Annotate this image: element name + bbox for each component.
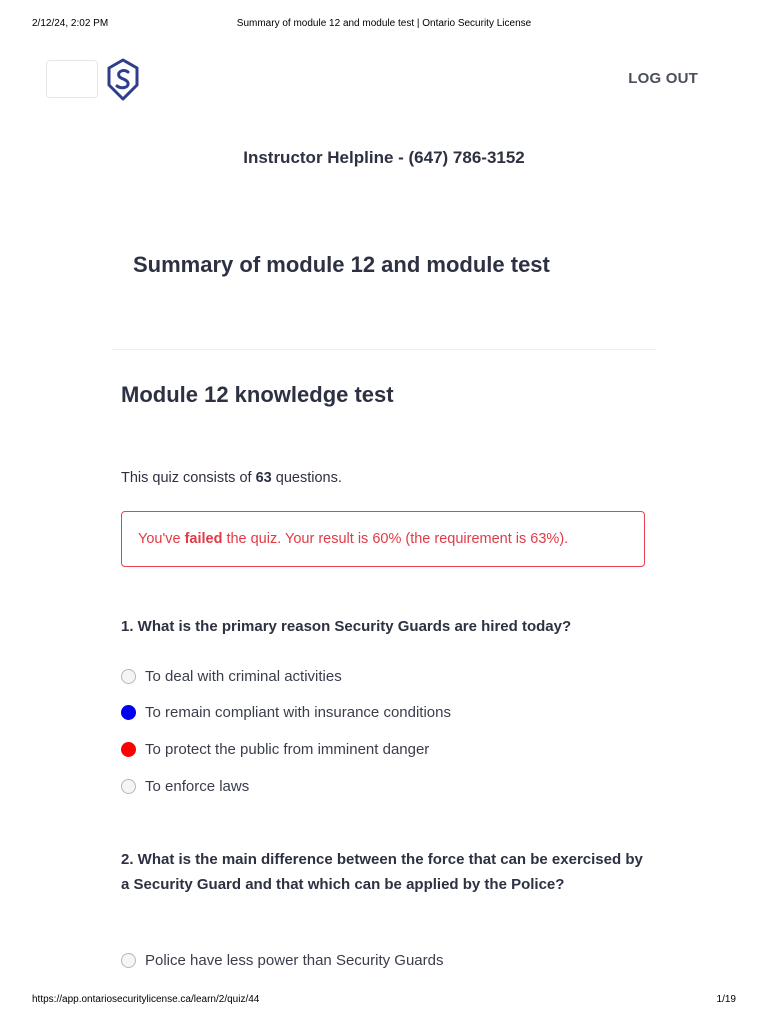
question-2: 2. What is the main difference between the force that can be exercised by a Security Guard and that which can be applied by the Police? bbox=[121, 851, 643, 893]
section-title: Module 12 knowledge test bbox=[121, 382, 394, 407]
print-url: https://app.ontariosecuritylicense.ca/learn/2/quiz/44 bbox=[32, 994, 260, 1005]
radio-button-selected[interactable] bbox=[121, 705, 136, 720]
answer-label: Police have less power than Security Guards bbox=[145, 951, 444, 969]
answer-option[interactable] bbox=[121, 950, 443, 970]
quiz-info-prefix: This quiz consists of bbox=[121, 470, 252, 486]
question-count: 63 bbox=[255, 470, 272, 486]
answer-label: To deal with criminal activities bbox=[145, 667, 342, 685]
print-page-number: 1/19 bbox=[716, 994, 736, 1005]
shield-logo-icon[interactable] bbox=[106, 58, 140, 102]
answer-label: To protect the public from imminent danger bbox=[145, 740, 430, 758]
instructor-helpline: Instructor Helpline - (647) 786-3152 bbox=[243, 148, 525, 167]
logout-link[interactable]: LOG OUT bbox=[628, 70, 698, 87]
radio-button[interactable] bbox=[121, 779, 136, 794]
answer-option[interactable] bbox=[121, 666, 342, 686]
result-alert bbox=[121, 511, 645, 567]
radio-button[interactable] bbox=[121, 669, 136, 684]
result-message: the quiz. Your result is 60% (the requirement is 63%). bbox=[226, 531, 569, 547]
quiz-info bbox=[121, 470, 342, 486]
print-footer bbox=[0, 994, 768, 1008]
answer-label: To remain compliant with insurance conditions bbox=[145, 703, 451, 721]
print-datetime: 2/12/24, 2:02 PM bbox=[32, 18, 109, 29]
print-document-title: Summary of module 12 and module test | Ontario Security License bbox=[236, 18, 532, 29]
answer-label: To enforce laws bbox=[145, 777, 250, 795]
result-status: failed bbox=[184, 531, 223, 547]
logo-placeholder[interactable] bbox=[46, 60, 98, 98]
radio-button[interactable] bbox=[121, 953, 136, 968]
question-1: 1. What is the primary reason Security Guards are hired today? bbox=[121, 618, 572, 635]
quiz-info-suffix: questions. bbox=[275, 470, 342, 486]
result-prefix: You've bbox=[138, 531, 181, 547]
answer-option[interactable] bbox=[121, 776, 249, 796]
page-title: Summary of module 12 and module test bbox=[133, 252, 550, 277]
radio-button-incorrect[interactable] bbox=[121, 742, 136, 757]
answer-option[interactable] bbox=[121, 739, 429, 759]
print-header bbox=[0, 18, 768, 32]
answer-option[interactable] bbox=[121, 702, 451, 722]
divider bbox=[112, 349, 656, 350]
